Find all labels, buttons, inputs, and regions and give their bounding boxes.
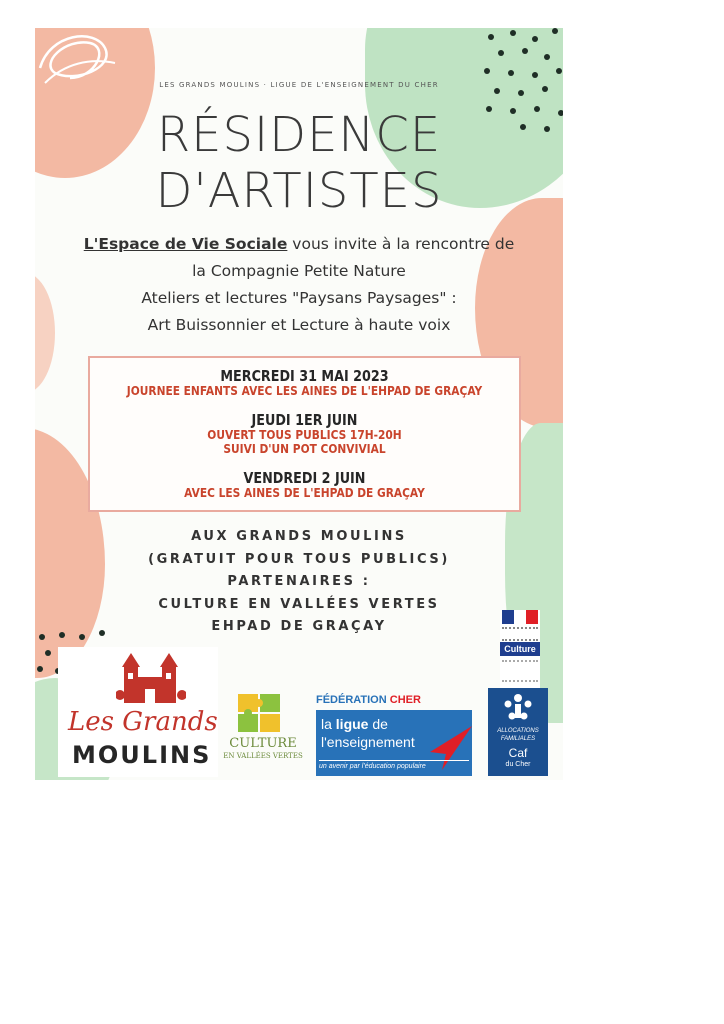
ligue-de: de bbox=[368, 716, 388, 732]
ligue-slogan: un avenir par l'éducation populaire bbox=[319, 760, 469, 770]
title-line-2: D'ARTISTES bbox=[155, 163, 443, 219]
venue-block bbox=[35, 526, 563, 639]
ministry-small-lines bbox=[502, 627, 538, 641]
event-detail-1: JOURNEE ENFANTS AVEC LES AINES DE L'EHPAD DE GRAÇAY bbox=[126, 383, 483, 398]
caf-line-1: ALLOCATIONS bbox=[497, 728, 539, 734]
culture-label: Culture bbox=[500, 642, 540, 656]
intro-line-2: la Compagnie Petite Nature bbox=[192, 262, 406, 280]
espace-vie-sociale: L'Espace de Vie Sociale bbox=[83, 235, 288, 253]
culture-vallees-vertes-logo bbox=[222, 690, 304, 770]
intro-line-3: Ateliers et lectures "Paysans Paysages" : bbox=[141, 289, 457, 307]
federation-cher-label bbox=[316, 694, 421, 706]
ligue-line-1 bbox=[321, 716, 388, 732]
venue-line-4: CULTURE EN VALLÉES VERTES bbox=[158, 596, 440, 612]
venue-line-5: EHPAD DE GRAÇAY bbox=[211, 619, 387, 634]
caf-line-2: FAMILIALES bbox=[500, 736, 536, 742]
intro-line-1 bbox=[35, 231, 563, 258]
ligue-ligue: ligue bbox=[335, 716, 369, 732]
grands-moulins-logo bbox=[58, 647, 218, 777]
cher-word: CHER bbox=[389, 694, 421, 706]
ministere-culture-logo bbox=[500, 610, 540, 688]
event-date-2: JEUDI 1ER JUIN bbox=[251, 411, 358, 429]
puzzle-icon bbox=[236, 692, 282, 734]
event-date-3: VENDREDI 2 JUIN bbox=[243, 469, 366, 487]
ministry-small-text bbox=[502, 660, 538, 682]
vallees-vertes-word: EN VALLÉES VERTES bbox=[223, 752, 303, 760]
caf-du-cher-logo bbox=[488, 688, 548, 776]
venue-line-1: AUX GRANDS MOULINS bbox=[191, 529, 407, 544]
venue-line-3: PARTENAIRES : bbox=[227, 574, 371, 589]
caf-line-4: du Cher bbox=[505, 761, 531, 768]
events-box bbox=[88, 356, 521, 512]
intro-line-4: Art Buissonnier et Lecture à haute voix bbox=[147, 316, 451, 334]
marianne-flag-icon bbox=[502, 610, 538, 624]
ligue-enseignement-logo bbox=[316, 710, 472, 776]
ligue-line-2: l'enseignement bbox=[321, 734, 415, 750]
federation-word: FÉDÉRATION bbox=[316, 694, 387, 706]
organizers-line: LES GRANDS MOULINS · LIGUE DE L'ENSEIGNEMENT DU CHER bbox=[159, 81, 439, 89]
title-line-1: RÉSIDENCE bbox=[156, 107, 442, 163]
grands-moulins-word: MOULINS bbox=[72, 741, 212, 769]
ligue-la: la bbox=[321, 716, 336, 732]
caf-line-3: Caf bbox=[508, 746, 528, 760]
event-detail-3: AVEC LES AINES DE L'EHPAD DE GRAÇAY bbox=[184, 485, 425, 500]
venue-line-2: (GRATUIT POUR TOUS PUBLICS) bbox=[148, 551, 450, 567]
castle-icon bbox=[116, 651, 186, 705]
event-date-1: MERCREDI 31 MAI 2023 bbox=[220, 367, 389, 385]
intro-invite: vous invite à la rencontre de bbox=[287, 235, 515, 253]
caf-family-icon bbox=[500, 692, 536, 724]
event-detail-2a: OUVERT TOUS PUBLICS 17H-20H bbox=[207, 427, 402, 442]
culture-word: CULTURE bbox=[229, 736, 297, 751]
grands-moulins-script: Les Grands bbox=[68, 707, 218, 737]
event-detail-2b: SUIVI D'UN POT CONVIVIAL bbox=[223, 441, 386, 456]
intro-text bbox=[35, 231, 563, 339]
